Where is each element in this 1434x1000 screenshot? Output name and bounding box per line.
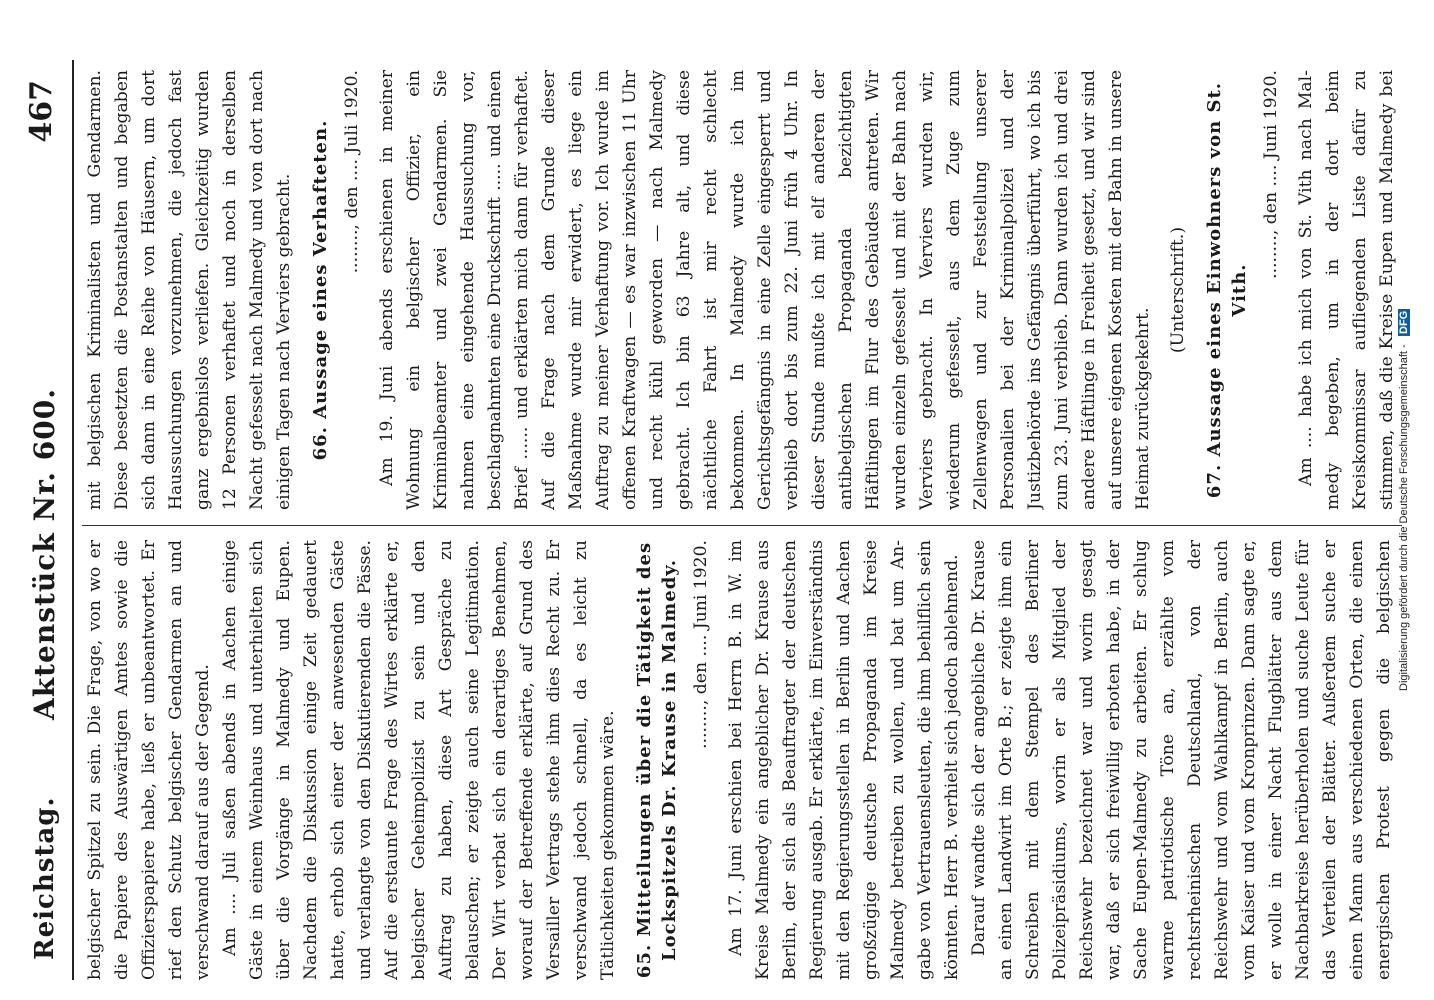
left-column bbox=[82, 540, 1402, 980]
right-column bbox=[82, 70, 1402, 510]
digitization-text: Digitalisierung gefördert durch die Deutsche Forschungsgemeinschaft - bbox=[1398, 344, 1410, 692]
digitization-note bbox=[1398, 20, 1424, 980]
date-line: ........, den .... Juni 1920. bbox=[1261, 70, 1281, 279]
paragraph: Am 17. Juni erschien bei Herrn B. in W. im Kreise Malmedy ein angeblicher Dr. Krause aus Berlin, der sich als Beauftragter der deutschen Regierung ausgab. Er erklärte, im Einverständnis mit den Regierungsstellen in Berlin und Aachen großzügige deutsche Propaganda im Kreise Malmedy betreiben zu wollen, und bat um Angabe von Vertrauensleuten, die ihm behilflich sein könnten. Herr B. verhielt sich jedoch ablehnend. bbox=[726, 540, 962, 980]
section-heading-66: 66. Aussage eines Verhafteten. bbox=[310, 119, 331, 461]
date-line: ........, den .... Juli 1920. bbox=[342, 70, 362, 274]
header-document-number: Aktenstück Nr. 600. bbox=[28, 388, 61, 720]
signature-note: (Unterschrift.) bbox=[1168, 226, 1188, 354]
paragraph: Am 19. Juni abends erschienen in meiner Wohnung ein belgischer Offizier, ein Kriminalbeamter und zwei Gendarmen. Sie nahmen eine eingehende Haussuchung vor, beschlagnahmten eine Druckschrift ..... und einen Brief ...... und erklärten mich dann für verhaftet. Auf die Frage nach dem Grunde dieser Maßnahme wurde mir erwidert, es liege ein Auftrag zu meiner Verhaftung vor. Ich wurde im offenen Kraftwagen — es war inzwischen 11 Uhr und recht kühl geworden — nach Malmedy gebracht. Ich bin 63 Jahre alt, und diese nächtliche Fahrt ist mir recht schlecht bekommen. In Malmedy wurde ich im Gerichtsgefängnis in eine Zelle eingesperrt und verblieb dort bis zum 22. Juni früh 4 Uhr. In dieser Stunde mußte ich mit elf anderen der antibelgischen Propaganda bezichtigten Häftlingen im Flur des Gebäudes antreten. Wir wurden einzeln gefesselt und mit der Bahn nach Verviers gebracht. In Verviers wurden wir, wiederum gefesselt, aus dem Zuge zum Zellenwagen und zur Feststellung unserer Personalien bei der Kriminalpolizei und der Justizbehörde ins Gefängnis überführt, wo ich bis zum 23. Juni verblieb. Dann wurden ich und drei andere Häftlinge in Freiheit gesetzt, und wir sind auf unsere eigenen Kosten mit der Bahn in unsere Heimat zurückgekehrt. bbox=[377, 70, 1153, 510]
header-publication: Reichstag. bbox=[30, 796, 60, 960]
paragraph: belgischer Spitzel zu sein. Die Frage, von wo er die Papiere des Auswärtigen Amtes sowie die Offizierspapiere habe, ließ er unbeantwortet. Er rief den Schutz belgischer Gendarmen an und verschwand darauf aus der Gegend. bbox=[85, 540, 213, 980]
dfg-logo: DFG bbox=[1398, 310, 1410, 334]
text-columns bbox=[82, 60, 1402, 980]
page-header bbox=[10, 60, 70, 980]
paragraph: mit belgischen Kriminalisten und Gendarmen. Diese besetzten die Postanstalten und begaben sich dann in eine Reihe von Häusern, um dort Haussuchungen vorzunehmen, die jedoch fast ganz ergebnislos verliefen. Gleichzeitig wurden 12 Personen verhaftet und noch in derselben Nacht gefesselt nach Malmedy und von dort nach einigen Tagen nach Verviers gebracht. bbox=[85, 70, 294, 510]
header-rule bbox=[72, 60, 74, 980]
section-heading-65: 65. Mitteilungen über die Tätigkeit des Lockspitzels Dr. Krause in Malmedy. bbox=[634, 541, 680, 979]
section-heading-67: 67. Aussage eines Einwohners von St. Vith. bbox=[1204, 81, 1250, 499]
paragraph: Am .... habe ich mich von St. Vith nach Malmedy begeben, um in der dort beim Kreiskommissar aufliegenden Liste dafür zu stimmen, daß die Kreise Eupen und Malmedy bei bbox=[1296, 70, 1397, 510]
paragraph: Am .... Juli saßen abends in Aachen einige Gäste in einem Weinhaus und unterhielten sich über die Vorgänge in Malmedy und Eupen. Nachdem die Diskussion einige Zeit gedauert hatte, erhob sich einer der anwesenden Gäste und verlangte von den Diskutierenden die Pässe. Auf die erstaunte Frage des Wirtes erklärte er, belgischer Geheimpolizist zu sein und den Auftrag zu haben, diese Art Gespräche zu belauschen; er zeigte auch seine Legitimation. Der Wirt verbat sich ein derartiges Benehmen, worauf der Betreffende erklärte, auf Grund des Versailler Vertrags stehe ihm dies Recht zu. Er verschwand jedoch schnell, da es leicht zu Tätlichkeiten gekommen wäre. bbox=[220, 540, 618, 980]
paragraph: Darauf wandte sich der angebliche Dr. Krause an einen Landwirt im Orte B.; er zeigte ihm ein Schreiben mit dem Stempel des Berliner Polizeipräsidiums, worin er als Mitglied der Reichswehr bezeichnet war und worin gesagt war, daß er sich freiwillig erboten habe, in der Sache Eupen-Malmedy zu arbeiten. Er schlug warme patriotische Töne an, erzählte vom rechtsrheinischen Deutschland, von der Reichswehr und vom Wahlkampf in Berlin, auch vom Kaiser und vom Kronprinzen. Dann sagte er, er wolle in einer Nacht Flugblätter aus dem Nachbarkreise herüberholen und suche Leute für das Verteilen der Blätter. Außerdem suche er einen Mann aus verschiedenen Orten, die einen energischen Protest gegen die belgischen bbox=[969, 540, 1394, 980]
document-page bbox=[10, 60, 1410, 980]
date-line: ........, den .... Juni 1920. bbox=[691, 540, 711, 749]
column-divider bbox=[82, 525, 1402, 526]
page-number: 467 bbox=[24, 80, 59, 143]
